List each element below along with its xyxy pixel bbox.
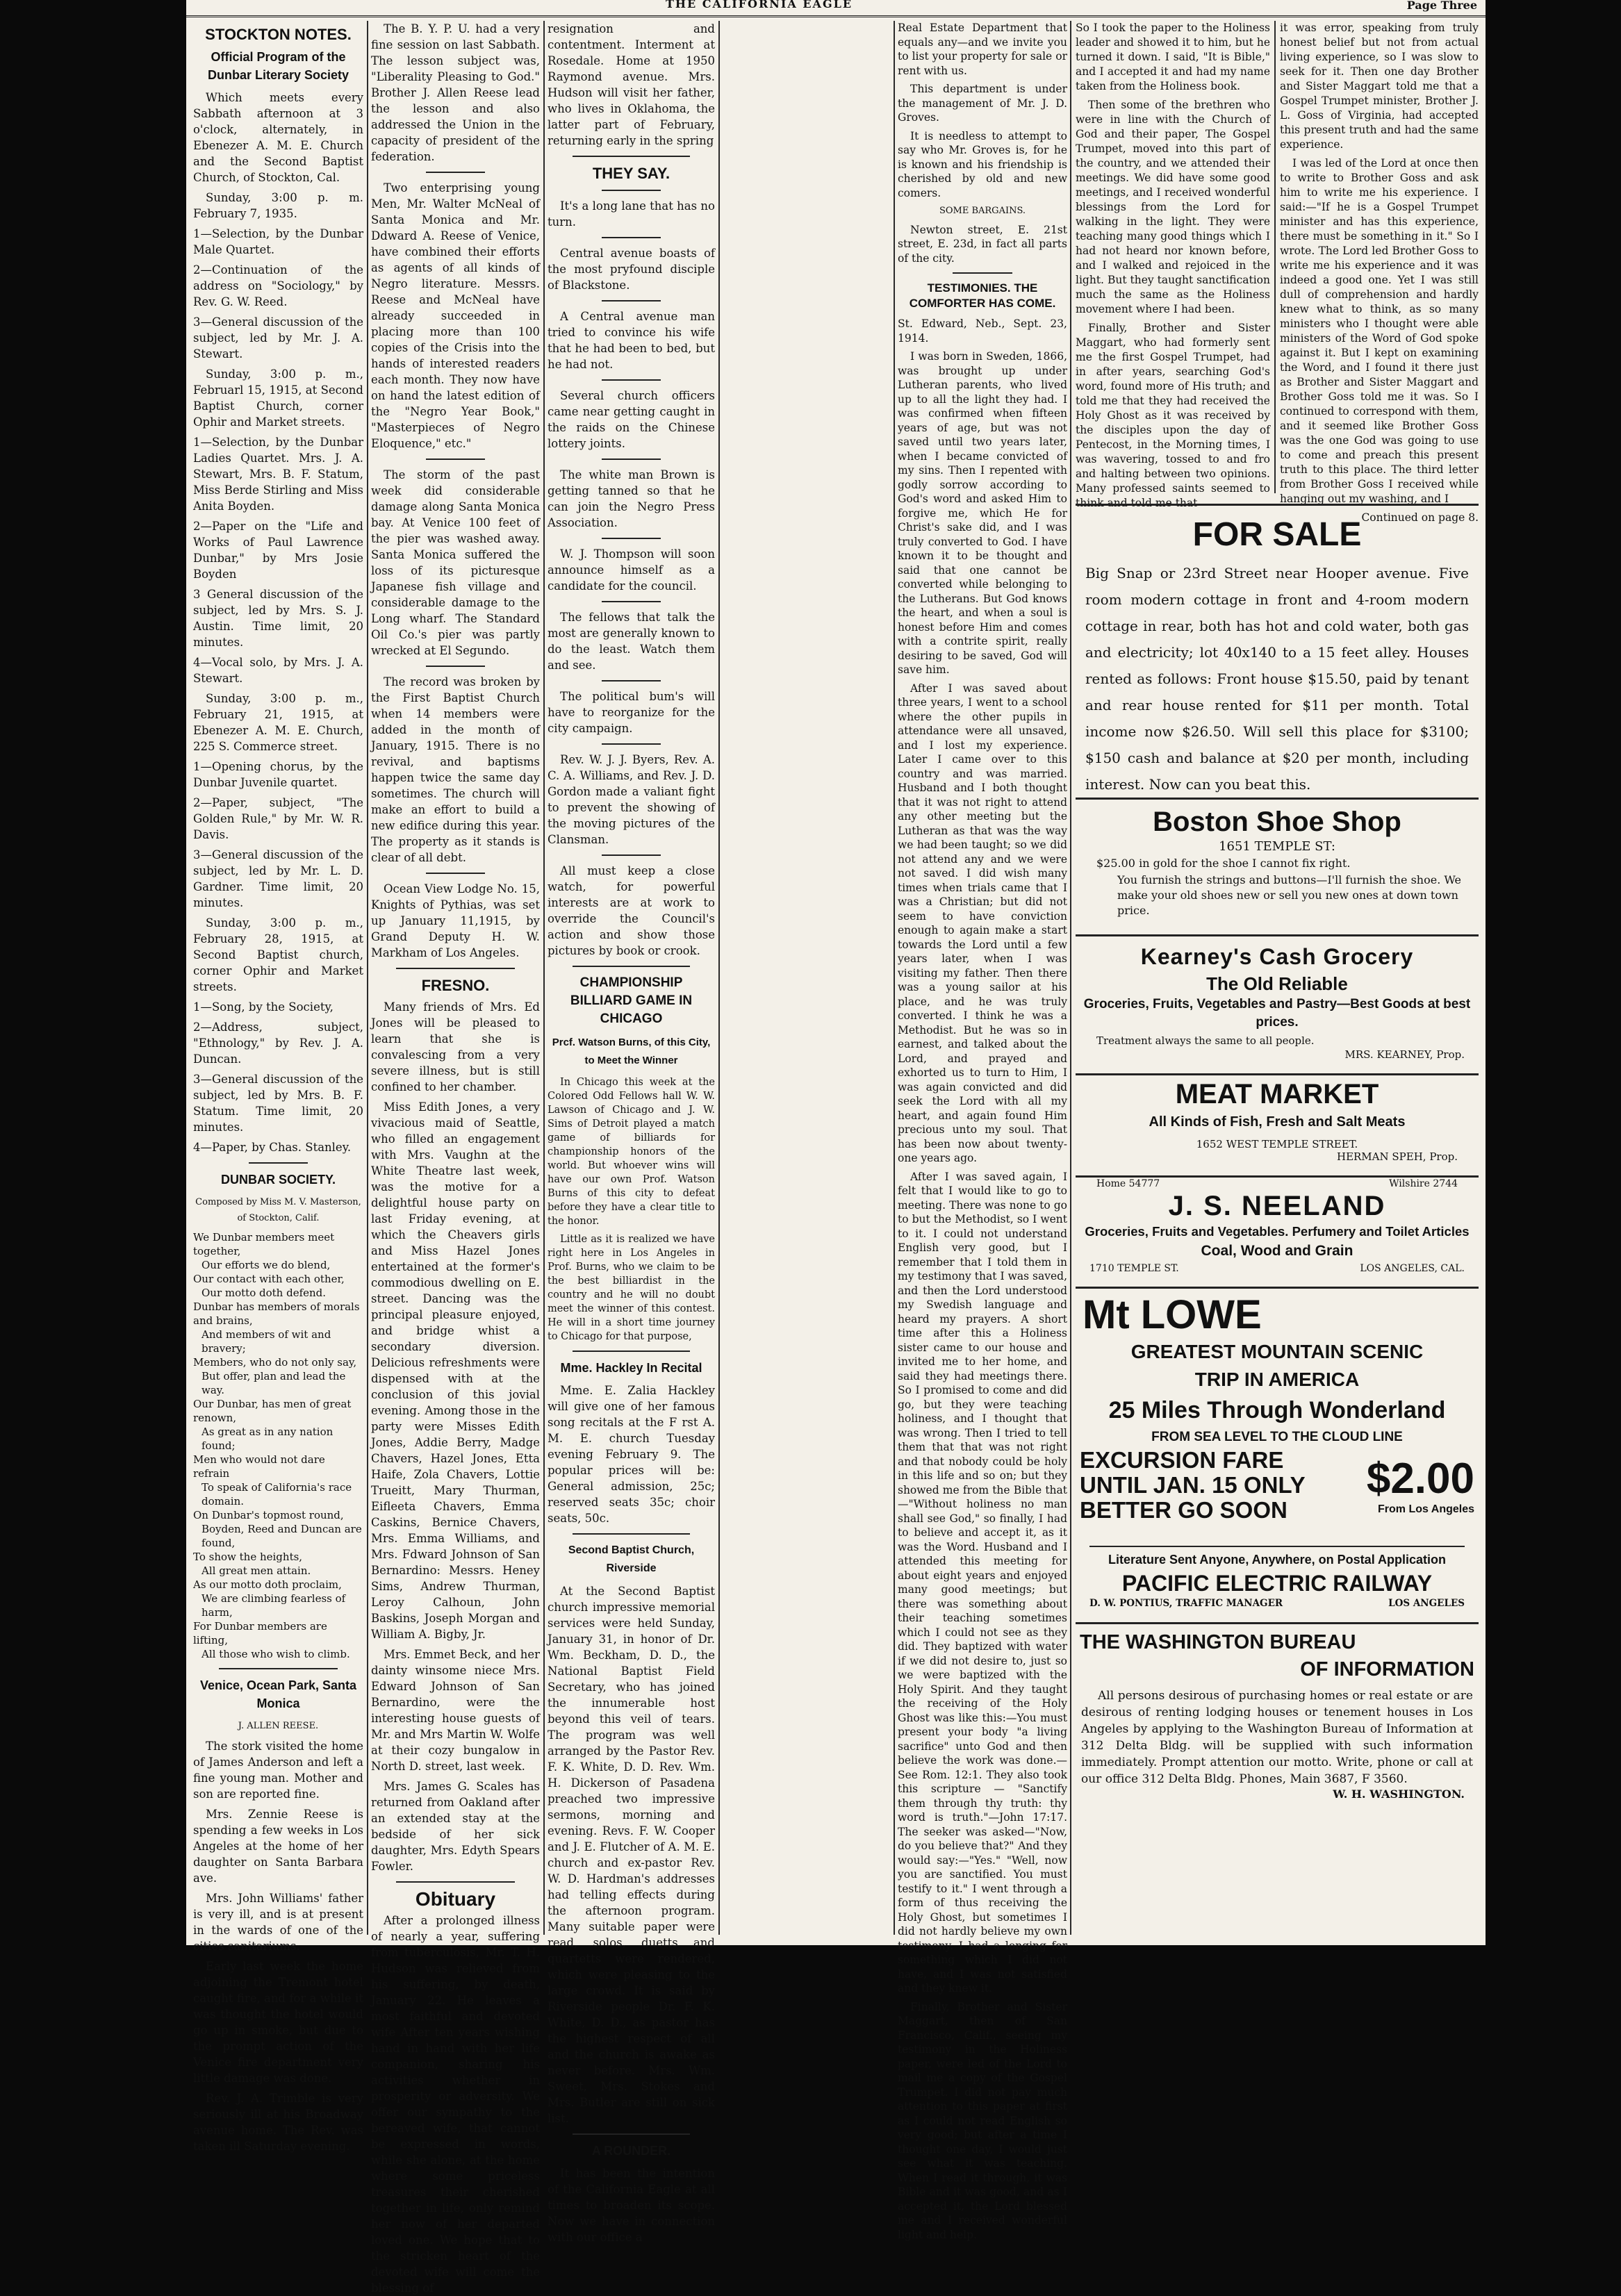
column-4 — [898, 21, 1067, 2241]
program-item: 2—Paper on the "Life and Works of Paul Lawrence Dunbar," by Mrs Josie Boyden — [193, 520, 363, 581]
billiard-heading: CHAMPIONSHIP BILLIARD GAME IN CHICAGO — [570, 975, 693, 1026]
poem-line: All those who wish to climb. — [201, 1648, 350, 1660]
article-text: In Chicago this week at the Colored Odd Fellows hall W. W. Lawson of Chicago and J. W. Sims of Detroit played a match game of billiards for championship honors of the world. But whoever wins will have our own Prof. Watson Burns of this city to defeat before they have a clear title to the honor. — [548, 1077, 715, 1227]
column-2 — [371, 21, 540, 2295]
poem-line: We are climbing fearless of harm, — [201, 1592, 346, 1619]
poem-line: Boyden, Reed and Duncan are found, — [201, 1523, 362, 1549]
article-text: Ocean View Lodge No. 15, Knights of Pythias, was set up January 11,1915, by Grand Deputy H. W. Markham of Los Angeles. — [371, 882, 540, 959]
kearney-grocery-ad — [1076, 941, 1479, 1073]
pacific-electric-footer — [1076, 1598, 1479, 1609]
lowe-price: $2.00 — [1366, 1455, 1474, 1503]
divider — [1076, 1175, 1479, 1178]
poem-line: Our contact with each other, — [193, 1273, 345, 1285]
lowe-literature: Literature Sent Anyone, Anywhere, on Postal Application — [1108, 1553, 1447, 1567]
column-rule — [1070, 21, 1071, 1935]
lowe-fare-line: UNTIL JAN. 15 ONLY — [1080, 1472, 1306, 1498]
article-text: I was led of the Lord at once then to write to Brother Goss and ask him to write me his experience. I said:—"If he is a Gospel Trumpet minister and has this experience, there must be something in it." So I wrote. The Lord led Brother Goss to write me his experience and it was indeed a good one. Yet I was still dull of comprehension and hardly knew what to think, as so many ministers who I thought were able ministers of the Word of God spoke against it. But I kept on examining the Word, and I found it there just as Brother and Sister Maggart and Brother Goss told me it was. So I continued to correspond with them, and it seemed like Brother Goss was the one God was going to use to come and preach this present truth to this place. The third letter from Brother Goss I received while hanging out my washing, and I — [1280, 157, 1479, 505]
poem-line: And members of wit and bravery; — [201, 1328, 331, 1355]
kearney-subtitle: The Old Reliable — [1206, 973, 1348, 994]
meat-market-ad — [1076, 1077, 1479, 1174]
column-6 — [1280, 21, 1479, 524]
hackley-heading: Mme. Hackley In Recital — [560, 1361, 702, 1375]
article-text: Early last week the home adjoining the Tremont hotel caught fire, and for a while it was thought the hotel would go up in smoke, but due to the prompt action of the Venice fire department very little damage was done. — [193, 1960, 363, 2085]
divider — [602, 743, 660, 745]
boston-line: $25.00 in gold for the shoe I cannot fix right. — [1096, 857, 1351, 870]
for-sale-ad — [1076, 514, 1479, 793]
article-text: Little as it is realized we have right here in Los Angeles in Prof. Burns, who we claim to be the best billiardist in the country and he will no doubt meet the winner of this contest. He will in a short time journey to Chicago for that purpose, — [548, 1234, 715, 1342]
billiard-subheading: Prcf. Watson Burns, of this City, to Meet the Winner — [552, 1036, 711, 1066]
neeland-phones — [1076, 1178, 1479, 1189]
poem-line: On Dunbar's topmost round, — [193, 1509, 344, 1521]
divider — [1076, 934, 1479, 936]
column-3 — [548, 21, 715, 2244]
kearney-title: Kearney's Cash Grocery — [1140, 944, 1414, 969]
for-sale-text: Big Snap or 23rd Street near Hooper avenue. Five room modern cottage in front and 4-room modern cottage in rear, both has hot and cold water, both gas and electricity; lot 40x140 to a 15 feet alley. Houses rented as follows: Front house $15.50, paid by tenant and rear house rented for $11 per month. Total income now $26.50. Will sell this place for $3100; $150 cash and balance at $20 per month, including interest. Now can you beat this. — [1085, 565, 1469, 793]
divider — [426, 873, 485, 874]
poem-line: Men who would not dare refrain — [193, 1453, 325, 1480]
program-item: 3—General discussion of the subject, led by Mr. J. A. Stewart. — [193, 315, 363, 361]
neeland-footer — [1076, 1262, 1479, 1275]
meat-prop: HERMAN SPEH, Prop. — [1336, 1150, 1458, 1163]
divider — [1076, 1287, 1479, 1289]
poem-line: As great as in any nation found; — [201, 1426, 334, 1452]
article-text: Sunday, 3:00 p. m., Februarl 15, 1915, at Second Baptist Church, corner Ophir and Market streets. — [193, 367, 363, 429]
article-text: Finally, Brother and Sister Maggart, who had formerly sent me the first Gospel Trumpet, had in after years, searching God's word, found more of His truth; and told me that they had received the Holy Ghost as it was received by the disciples upon the day of Pentecost, in the Morning times, I was wavering, tossed to and fro and halting between two opinions. Many professed saints seemed to think and told me that — [1076, 322, 1270, 509]
article-text: Then some of the brethren who were in line with the Church of God and their paper, The Gospel Trumpet, moved into this part of the country, and we attended their meetings. We did have some good meetings, and I received wonderful blessings from the Lord for walking in the light. They were teaching many good things which I had not heard nor known before, and I walked and rejoiced in the light. But they taught sanctification much the same as the Holiness movement where I had been. — [1076, 99, 1270, 315]
article-text: Mrs. John Williams' father is very ill, and is at present in the wards of one of the cities sanitariums. — [193, 1892, 363, 1953]
phone-wilshire: Wilshire 2744 — [1389, 1178, 1458, 1189]
pe-city: LOS ANGELES — [1388, 1598, 1465, 1609]
poem-line: As our motto doth proclaim, — [193, 1578, 342, 1591]
divider — [573, 156, 690, 157]
divider — [1076, 1622, 1479, 1624]
divider — [573, 2133, 690, 2135]
article-text: Newton street, E. 21st street, E. 23d, in fact all parts of the city. — [898, 223, 1067, 265]
divider — [1076, 1073, 1479, 1075]
article-text: The storm of the past week did considerable damage along Santa Monica bay. At Venice 100 feet of the pier was washed away. Santa Monica suffered the loss of its picturesque Japanese fish village and considerable damage to the Long wharf. The Standard Oil Co.'s pier was partly wrecked at El Segundo. — [371, 468, 540, 657]
kearney-note: Treatment always the same to all people. — [1096, 1034, 1315, 1047]
obituary-heading: Obituary — [415, 1888, 496, 1910]
second-baptist-heading: Second Baptist Church, Riverside — [568, 1544, 695, 1574]
program-item: 2—Continuation of the address on "Sociology," by Rev. G. W. Reed. — [193, 263, 363, 308]
neeland-title: J. S. NEELAND — [1168, 1191, 1386, 1221]
article-text: Many friends of Mrs. Ed Jones will be pleased to learn that she is convalescing from a very severe illness, but is still confined to her chamber. — [371, 1000, 540, 1093]
program-item: 4—Paper, by Chas. Stanley. — [193, 1141, 352, 1154]
article-text: After a prolonged illness of nearly a year, suffering from tuberculosis, Mr. T. H. Hudson was relieved from his suffering, by death, January 22. He leaves a most faithful and devoted wife After ten years wishing hand in hand with her life companion, sharing his activities whether in prosperity or adversity. We offer our sympathy to the bereaved wife, that cannot be expressed in words, while she alone, at the home where some priceless treasures their cherished together in life, only remind her now of her departed loved one. We hope that to the stricken heart of the devoted wife will come the blessing of — [371, 1914, 540, 2295]
meat-title: MEAT MARKET — [1175, 1079, 1379, 1109]
program-item: 3—General discussion of the subject, led by Mr. L. D. Gardner. Time limit, 20 minutes. — [193, 848, 363, 909]
divider — [219, 1668, 338, 1669]
article-text: I was born in Sweden, 1866, was brought up under Lutheran parents, who lived up to all the light they had. I was confirmed when fifteen years of age, but was not saved until two years later, when I became convicted of my sins. Then I repented with godly sorrow according to God's word and asked Him to forgive me, which He for Christ's sake did, and I was truly converted to God. I have known it to be thought and said that one cannot be converted while belonging to the Lutherans. But God knows the heart, and when a soul is honest before Him and comes with a contrite spirit, really desiring to be saved, God will save him. — [898, 350, 1067, 676]
lowe-line: TRIP IN AMERICA — [1194, 1369, 1360, 1390]
subheading: SOME BARGAINS. — [939, 206, 1026, 216]
divider — [602, 538, 660, 539]
article-text: Mrs. Zennie Reese is spending a few weeks in Los Angeles at the home of her daughter on Santa Barbara ave. — [193, 1808, 363, 1885]
poem-line: Members, who do not only say, — [193, 1356, 357, 1369]
poem — [193, 1230, 363, 1661]
program-item: 1—Selection, by the Dunbar Male Quartet. — [193, 227, 363, 256]
kearney-prop: MRS. KEARNEY, Prop. — [1344, 1048, 1465, 1061]
divider — [602, 854, 660, 856]
article-text: It has been the intention of the California Eagle at all times to broaden its scope. Now we have in connection with our office a — [548, 2167, 715, 2244]
neeland-city: LOS ANGELES, CAL. — [1360, 1263, 1465, 1274]
article-text: Rev. W. J. J. Byers, Rev. A. C. A. Williams, and Rev. J. D. Gordon made a valiant fight to prevent the showing of the moving pictures of the Clansman. — [548, 753, 715, 846]
divider — [602, 379, 660, 381]
divider — [396, 1881, 514, 1883]
poem-line: To speak of California's race domain. — [201, 1481, 352, 1508]
divider — [426, 459, 485, 460]
article-text: Sunday, 3:00 p. m. February 7, 1935. — [193, 191, 363, 220]
wash-signature: W. H. WASHINGTON. — [1333, 1787, 1465, 1801]
article-text: After I was saved about three years, I went to a school where the other pupils in attendance were all unsaved, and I lost my experience. Later I came over to this country and was married. Husband and I both thought that it was not right to attend any other meeting but the Lutheran as that was the way we had been taught; so we did not attend any and we were not saved. I did wish many times when trials came that I was a Christian; but did not seem to have conviction enough to again make a start towards the Lord until a few years later, when I was visiting my father. Then there was a young sailor at his place, and he was truly converted. I think he was a Methodist. But he was so in earnest, and talked about the Lord, and prayed and exhorted us to turn to Him, I was again convicted and did seek the Lord with all my heart, and again found Him precious unto my soul. That has been now about twenty-one years ago. — [898, 682, 1067, 1164]
neeland-ad — [1076, 1178, 1479, 1289]
lowe-price-block — [1367, 1455, 1474, 1516]
byline: Composed by Miss M. V. Masterson, of Stockton, Calif. — [195, 1197, 361, 1223]
column-1 — [193, 21, 363, 2153]
divider — [1089, 1546, 1465, 1547]
article-text: resignation and contentment. Interment at Rosedale. Home at 1950 Raymond avenue. Mrs. Hudson will visit her father, who lives in Oklahoma, the latter part of February, returning early in the spring — [548, 22, 715, 147]
poem-line: We Dunbar members meet together, — [193, 1231, 335, 1257]
dunbar-society-heading: DUNBAR SOCIETY. — [220, 1173, 336, 1187]
newspaper-page — [186, 0, 1486, 2295]
article-text: Which meets every Sabbath afternoon at 3 o'clock, alternately, in Ebenezer A. M. E. Church and the Second Baptist Church, of Stockton, Cal. — [193, 91, 363, 184]
article-text: Central avenue boasts of the most pryfound disciple of Blackstone. — [548, 247, 715, 292]
article-text: At the Second Baptist church impressive memorial services were held Sunday, January 31, in honor of Dr. Wm. Beckham, D. D., the National Baptist Field Secretary, who has joined the innumerable host beyond this veil of tears. The program was well arranged by the Pastor Rev. F. K. White, D. D. Rev. Wm. H. Dickerson of Pasadena preached two impressive sermons, morning and evening. Revs. F. W. Cooper and J. E. Flutcher of A. M. E. church and ex-pastor Rev. W. D. Hardman's addresses had telling effects during the afternoon program. Many suitable paper were read, solos, duetts and quartetts were rendered, which were pleasing to the large crowd. It is said by Riverside people Dr. F. K. White, D. D., as pastor has the highest respect of all and the church is awake as never before. Mrs. Wm. Sweet, Mrs. Stokes and Mrs. Butler are still on sick list. — [548, 1585, 715, 2125]
article-text: It's a long lane that has no turn. — [548, 199, 715, 229]
boston-address: 1651 TEMPLE ST: — [1219, 839, 1335, 854]
stockton-notes-heading: STOCKTON NOTES. — [205, 26, 352, 43]
rounder-heading: A ROUNDER. — [591, 2144, 671, 2158]
article-text: Mme. E. Zalia Hackley will give one of her famous song recitals at the F rst A. M. E. church Tuesday evening February 9. The popular prices will be: General admission, 25c; reserved seats 35c; choir seats, 50c. — [548, 1384, 715, 1525]
divider — [602, 190, 660, 191]
column-rule — [367, 21, 368, 1935]
washington-bureau-ad — [1076, 1629, 1479, 1917]
masthead — [186, 0, 1486, 17]
program-item: 1—Song, by the Society, — [193, 1000, 334, 1014]
article-text: Mrs. Emmet Beck, and her dainty winsome niece Mrs. Edward Johnson of San Bernardino, were the interesting house guests of Mr. and Mrs Martin W. Wolfe at their cozy bungalow in North D. street, last week. — [371, 1648, 540, 1773]
article-text: The political bum's will have to reorganize for the city campaign. — [548, 690, 715, 735]
boston-line: You furnish the strings and buttons—I'll furnish the shoe. We make your old shoes new or sell you new ones at down town price. — [1117, 873, 1461, 917]
article-text: A Central avenue man tried to convince his wife that he had been to bed, but he had not. — [548, 310, 715, 371]
for-sale-title: FOR SALE — [1192, 516, 1362, 553]
page-number: Page Three — [1406, 0, 1477, 12]
divider — [573, 1533, 690, 1535]
article-text: Miss Edith Jones, a very vivacious maid of Seattle, who filled an engagement with Mrs. Vaughn at the White Theatre last week, was the motive for a delightful house party on last Friday evening, at which the Cheavers girls and Miss Hazel Jones entertained at the former's commodious dwelling on E. street. Dancing was the principal pleasure enjoyed, and bridge whist a secondary diversion. Delicious refreshments were dispensed with at the conclusion of this jovial evening. Among those in the party were Misses Edith Jones, Addie Berry, Madge Chavers, Hazel Jones, Etta Haife, Zola Chavers, Lottie Trueitt, Mary Thurman, Eifleeta Chavers, Emma Caskins, Bernice Chavers, Mrs. Emma Williams, and Mrs. Fdward Johnson of San Bernardino: Messrs. Heney Sims, Andrew Thurman, Leroy Calhoun, John Baskins, Joseph Morgan and William A. Bigby, Jr. — [371, 1100, 540, 1641]
article-text: Finally, Brother and Sister Maggart, then of San Francisco, Calif., seeing my testimony in the Holiness paper, were led of the Lord to mail me a copy of the Gospel Trumpet. I did not pay much attention to this paper at first as I could not read English so very good; but after a time I thought one day, I would just see what it was teaching. When I read it through, it was Bible and it was good, and as I accepted it, the Lord blessed me and I received wonderful light and help. — [898, 2000, 1067, 2241]
lowe-line: GREATEST MOUNTAIN SCENIC — [1130, 1341, 1424, 1362]
meat-subtitle: All Kinds of Fish, Fresh and Salt Meats — [1149, 1114, 1406, 1130]
article-text: The stork visited the home of James Anderson and left a fine young man. Mother and son are reported fine. — [193, 1740, 363, 1801]
divider — [953, 272, 1012, 274]
neeland-line: Groceries, Fruits and Vegetables. Perfumery and Toilet Articles — [1085, 1224, 1470, 1239]
divider — [573, 1351, 690, 1352]
wash-title: OF INFORMATION — [1300, 1658, 1474, 1680]
neeland-line: Coal, Wood and Grain — [1201, 1243, 1353, 1259]
divider — [573, 966, 690, 967]
divider — [1076, 504, 1479, 506]
boston-shoe-shop-ad — [1076, 804, 1479, 943]
testimonies-heading: TESTIMONIES. THE COMFORTER HAS COME. — [909, 281, 1056, 310]
column-5 — [1076, 21, 1270, 509]
wash-text: All persons desirous of purchasing homes or real estate or are desirous of renting lodging houses or tenement houses in Los Angeles by applying to the Washington Bureau of Information at 312 Delta Bldg. will be supplied with such information immediately. Prompt attention our motto. Write, phone or call at our office 312 Delta Bldg. Phones, Main 3687, F 3560. — [1081, 1689, 1473, 1786]
program-item: 3—General discussion of the subject, led by Mrs. B. F. Statum. Time limit, 20 minutes. — [193, 1073, 363, 1134]
pacific-electric-name: PACIFIC ELECTRIC RAILWAY — [1121, 1571, 1433, 1596]
divider — [426, 172, 485, 173]
lowe-title: Mt LOWE — [1083, 1292, 1262, 1337]
they-say-heading: THEY SAY. — [592, 165, 670, 182]
lowe-line: 25 Miles Through Wonderland — [1108, 1397, 1446, 1423]
article-text: Several church officers came near getting caught in the raids on the Chinese lottery joints. — [548, 389, 715, 450]
lowe-line: FROM SEA LEVEL TO THE CLOUD LINE — [1151, 1430, 1403, 1444]
article-text: Sunday, 3:00 p. m., February 28, 1915, at Second Baptist church, corner Ophir and Market streets. — [193, 916, 363, 993]
article-text: Sunday, 3:00 p. m., February 21, 1915, at Ebenezer A. M. E. Church, 225 S. Commerce street. — [193, 692, 363, 753]
traffic-manager: D. W. PONTIUS, TRAFFIC MANAGER — [1089, 1598, 1283, 1609]
article-text: Rev. J. A. Trimble is very seriously ill at his Broadway avenue home. The Rev. was taken ill Saturday evening. — [193, 2092, 363, 2153]
divider — [426, 666, 485, 667]
meat-address: 1652 WEST TEMPLE STREET. — [1196, 1138, 1358, 1150]
continued-note: Continued on page 8. — [1361, 511, 1479, 524]
article-text: Two enterprising young Men, Mr. Walter McNeal of Santa Monica and Mr. Ddward A. Reese of Venice, have combined their efforts as agents of all kinds of Negro literature. Messrs. Reese and McNeal have already succeeded in placing more than 100 copies of the Crisis into the hands of interested readers each month. They now have on hand the latest edition of the "Negro Year Book," "Masterpieces of Negro Eloquence," etc." — [371, 181, 540, 450]
poem-line: Our efforts we do blend, — [201, 1259, 331, 1271]
divider — [602, 300, 660, 302]
poem-line: For Dunbar members are lifting, — [193, 1620, 327, 1646]
column-rule — [718, 21, 720, 1935]
program-item: 4—Vocal solo, by Mrs. J. A. Stewart. — [193, 656, 363, 685]
poem-line: Our motto doth defend. — [201, 1287, 327, 1299]
mt-lowe-ad — [1076, 1292, 1479, 1523]
fresno-heading: FRESNO. — [421, 977, 490, 994]
venice-heading: Venice, Ocean Park, Santa Monica — [199, 1678, 357, 1710]
byline: J. ALLEN REESE. — [238, 1721, 319, 1731]
article-text: So I took the paper to the Holiness leader and showed it to him, but he turned it down. I said, "It is Bible," and I accepted it and had my name taken from the Holiness book. — [1076, 22, 1270, 92]
article-text: All must keep a close watch, for powerful interests are at work to override the Council's action and show those pictures by book or crook. — [548, 864, 715, 957]
article-text: Mrs. James G. Scales has returned from Oakland after an extended stay at the bedside of her sick daughter, Mrs. Edyth Spears Fowler. — [371, 1780, 540, 1873]
phone-home: Home 54777 — [1096, 1178, 1160, 1189]
article-text: It is needless to attempt to say who Mr. Groves is, for he is known and his friendship is cherished by old and new comers. — [898, 129, 1067, 199]
article-text: W. J. Thompson will soon announce himself as a candidate for the council. — [548, 547, 715, 593]
poem-line: Dunbar has members of morals and brains, — [193, 1300, 360, 1327]
column-rule — [1274, 21, 1276, 493]
poem-line: Our Dunbar, has men of great renown, — [193, 1398, 352, 1424]
dunbar-program-heading: Official Program of the Dunbar Literary Society — [207, 50, 349, 82]
poem-line: But offer, plan and lead the way. — [201, 1370, 346, 1396]
article-text: The record was broken by the First Baptist Church when 14 members were added in the month of January, 1915. There is no revival, and baptisms happen twice the same day sometimes. The church will make an effort to build a new edifice during this year. The property as it stands is clear of all debt. — [371, 675, 540, 864]
article-text: After I was saved again, I felt that I would like to go to meeting. There was none to go to but the Methodist, so I went to it. I could not understand English very good, but I remember that I told them in my testimony that I was saved, and then the Lord understood my Swedish language and heard my prayers. A short time after this a Holiness sister came to our house and invited me to her home, and said they had meetings there. So I promised to come and did go, but they were teaching holiness, and I thought that was wrong. Then I tried to tell them that that was not right and that nobody could be holy in this life and so on; but they showed me from the Bible that—"Without holiness no man shall see God," so finally, I had to believe and accept it, as it was the Word. Husband and I attended this meeting for about eight years and enjoyed many good meetings; but there was something about their teaching sometimes which I could not see as they did. They baptized with water if we did not desire to, just so we were baptized with the Holy Spirit. And they taught the receiving of the Holy Ghost was like this:—You must present your body "a living sacrifice" unto God and then believe the work was done.—See Rom. 12:1. They also took this scripture — "Sanctify them through thy truth: thy word is truth."—John 17:17. The seeker was asked—"Now, do you believe that?" And they would say:—"Yes." "Well, now you are sanctified. You must testify to it." I went through a form of thus receiving the Holy Ghost, but sometimes I did not hardly believe my own testimony. I had a longing for something which I did not have, and I was not satisfied and they knew it. — [898, 1170, 1067, 1994]
article-text: The B. Y. P. U. had a very fine session on last Sabbath. The lesson subject was, "Liberality Pleasing to God." Brother J. Allen Reese lead the lesson and also addressed the Union in the capacity of president of the federation. — [371, 22, 540, 163]
paper-name: THE CALIFORNIA EAGLE — [666, 0, 853, 10]
divider — [602, 680, 660, 682]
poem-line: To show the heights, — [193, 1551, 303, 1563]
divider — [396, 968, 514, 969]
poem-line: All great men attain. — [201, 1564, 311, 1577]
article-text: The white man Brown is getting tanned so that he can join the Negro Press Association. — [548, 468, 715, 529]
neeland-address: 1710 TEMPLE ST. — [1089, 1263, 1179, 1274]
lowe-fare-line: EXCURSION FARE — [1080, 1447, 1284, 1473]
article-text: The fellows that talk the most are generally known to do the least. Watch them and see. — [548, 611, 715, 672]
divider — [602, 237, 660, 238]
lowe-fare-row — [1076, 1448, 1479, 1523]
kearney-line: Groceries, Fruits, Vegetables and Pastry—Best Goods at best prices. — [1083, 997, 1471, 1030]
program-item: 2—Address, subject, "Ethnology," by Rev. J. A. Duncan. — [193, 1021, 363, 1066]
program-item: 3 General discussion of the subject, led by Mrs. S. J. Austin. Time limit, 20 minutes. — [193, 588, 363, 649]
divider — [1076, 798, 1479, 800]
program-item: 1—Opening chorus, by the Dunbar Juvenile quartet. — [193, 760, 363, 789]
article-text: it was error, speaking from truly honest belief but not from actual living experience, so I was slow to seek for it. Then one day Brother and Sister Maggart told me that a Gospel Trumpet minister, Brother J. L. Goss of Virginia, had accepted this present truth and had the same experience. — [1280, 22, 1479, 151]
wash-title: THE WASHINGTON BUREAU — [1080, 1631, 1356, 1653]
lowe-from: From Los Angeles — [1378, 1503, 1474, 1515]
lowe-fare-line: BETTER GO SOON — [1080, 1497, 1287, 1523]
program-item: 1—Selection, by the Dunbar Ladies Quartet. Mrs. J. A. Stewart, Mrs. B. F. Statum, Miss Berde Stirling and Miss Anita Boyden. — [193, 436, 363, 513]
article-text: Real Estate Department that equals any—and we invite you to list your property for sale or rent with us. — [898, 22, 1067, 77]
divider — [602, 459, 660, 460]
divider — [249, 1162, 308, 1164]
article-text: This department is under the management of Mr. J. D. Groves. — [898, 83, 1067, 124]
lowe-fare-text — [1080, 1448, 1306, 1523]
program-item: 2—Paper, subject, "The Golden Rule," by Mr. W. R. Davis. — [193, 796, 363, 841]
divider — [602, 601, 660, 602]
column-rule — [894, 21, 895, 1935]
column-rule — [543, 21, 545, 1935]
boston-title: Boston Shoe Shop — [1153, 807, 1401, 837]
pacific-electric-block — [1076, 1551, 1479, 1620]
dateline: St. Edward, Neb., Sept. 23, 1914. — [898, 317, 1067, 345]
